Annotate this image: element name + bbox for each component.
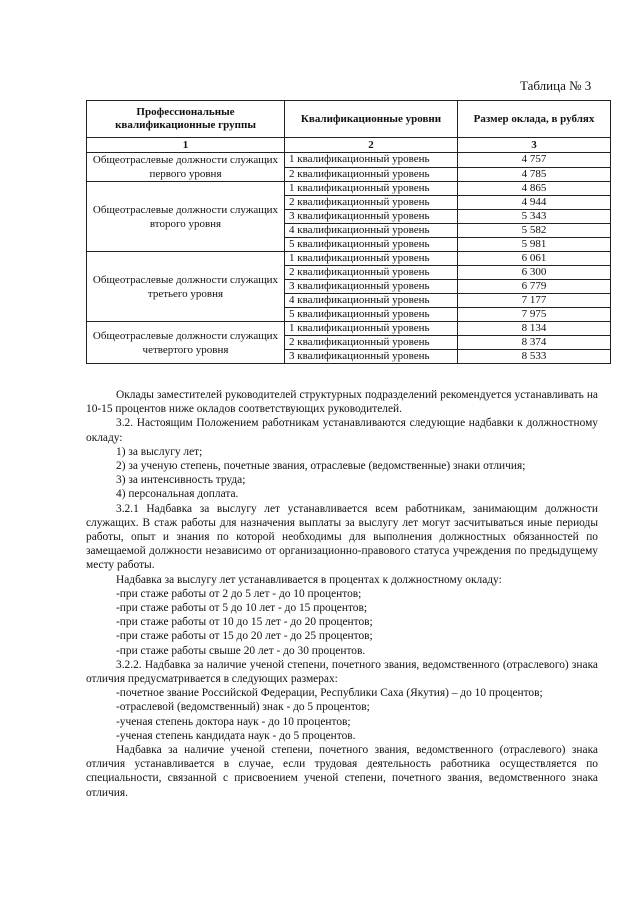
header-levels: Квалификационные уровни <box>285 101 458 138</box>
paragraph: 3.2.2. Надбавка за наличие ученой степени, почетного звания, ведомственного (отраслевого) знака отличия предусматривается в следующих размерах: <box>86 658 598 686</box>
salary-amount: 5 582 <box>458 224 611 238</box>
paragraph: 1) за выслугу лет; <box>116 445 203 458</box>
salary-amount: 7 975 <box>458 308 611 322</box>
qualification-group-name: Общеотраслевые должности служащих второго уровня <box>87 182 285 252</box>
salary-amount: 6 779 <box>458 280 611 294</box>
paragraph: Надбавка за наличие ученой степени, почетного звания, ведомственного (отраслевого) знака отличия устанавливается в случае, если трудовая деятельность работника осуществляется по специальности, связанной с присвоением ученой степени, почетного звания, ведомственного знака отличия. <box>86 744 598 799</box>
column-number: 3 <box>458 138 611 153</box>
salary-amount: 4 757 <box>458 153 611 168</box>
qualification-level: 5 квалификационный уровень <box>285 308 458 322</box>
qualification-level: 3 квалификационный уровень <box>285 350 458 364</box>
table-row <box>87 252 611 266</box>
qualification-group-name: Общеотраслевые должности служащих первого уровня <box>87 153 285 182</box>
salary-amount: 4 944 <box>458 196 611 210</box>
qualification-level: 2 квалификационный уровень <box>285 336 458 350</box>
qualification-level: 2 квалификационный уровень <box>285 266 458 280</box>
paragraph: -при стаже работы от 15 до 20 лет - до 25 процентов; <box>116 630 373 643</box>
salary-amount: 6 061 <box>458 252 611 266</box>
table-row <box>87 182 611 196</box>
salary-amount: 5 981 <box>458 238 611 252</box>
paragraph: 3) за интенсивность труда; <box>116 474 246 487</box>
paragraph: 3.2.1 Надбавка за выслугу лет устанавливается всем работникам, занимающим должности служащих. В стаж работы для назначения выплаты за выслугу лет могут засчитываться иные периоды работы, опыт и знания по которой необходимы для выполнения должностных обязанностей по замещаемой должности независимо от организационно-правового статуса учреждения по предыдущему месту работы. <box>86 502 598 572</box>
qualification-group-name: Общеотраслевые должности служащих четвертого уровня <box>87 322 285 364</box>
paragraph: -ученая степень доктора наук - до 10 процентов; <box>116 715 351 728</box>
salary-amount: 7 177 <box>458 294 611 308</box>
paragraph: 3.2. Настоящим Положением работникам устанавливаются следующие надбавки к должностному окладу: <box>86 417 598 444</box>
paragraph: 2) за ученую степень, почетные звания, отраслевые (ведомственные) знаки отличия; <box>116 460 526 473</box>
salary-amount: 4 865 <box>458 182 611 196</box>
paragraph: -при стаже работы от 10 до 15 лет - до 20 процентов; <box>116 616 373 629</box>
qualification-group-name: Общеотраслевые должности служащих третьего уровня <box>87 252 285 322</box>
paragraph: Оклады заместителей руководителей структурных подразделений рекомендуется устанавливать на 10-15 процентов ниже окладов соответствующих руководителей. <box>86 389 598 416</box>
qualification-level: 4 квалификационный уровень <box>285 224 458 238</box>
paragraph: -при стаже работы от 5 до 10 лет - до 15 процентов; <box>116 602 368 615</box>
salary-amount: 6 300 <box>458 266 611 280</box>
column-number: 2 <box>285 138 458 153</box>
table-row <box>87 153 611 168</box>
paragraph: -при стаже работы от 2 до 5 лет - до 10 процентов; <box>116 587 362 600</box>
table-row <box>87 322 611 336</box>
salary-amount: 4 785 <box>458 167 611 182</box>
paragraph: -отраслевой (ведомственный) знак - до 5 процентов; <box>116 701 370 714</box>
qualification-level: 4 квалификационный уровень <box>285 294 458 308</box>
salary-amount: 8 374 <box>458 336 611 350</box>
column-number-row <box>87 138 611 153</box>
body-text <box>86 388 598 800</box>
column-number: 1 <box>87 138 285 153</box>
salary-amount: 5 343 <box>458 210 611 224</box>
qualification-level: 2 квалификационный уровень <box>285 167 458 182</box>
salary-table <box>86 100 611 364</box>
table-body <box>87 153 611 364</box>
paragraph: -при стаже работы свыше 20 лет - до 30 процентов. <box>116 644 366 657</box>
qualification-level: 1 квалификационный уровень <box>285 252 458 266</box>
qualification-level: 5 квалификационный уровень <box>285 238 458 252</box>
paragraph: -почетное звание Российской Федерации, Республики Саха (Якутия) – до 10 процентов; <box>116 687 543 700</box>
qualification-level: 3 квалификационный уровень <box>285 280 458 294</box>
salary-amount: 8 134 <box>458 322 611 336</box>
table-header-row <box>87 101 611 138</box>
table-caption: Таблица № 3 <box>520 78 592 93</box>
qualification-level: 3 квалификационный уровень <box>285 210 458 224</box>
header-salary: Размер оклада, в рублях <box>458 101 611 138</box>
salary-amount: 8 533 <box>458 350 611 364</box>
qualification-level: 1 квалификационный уровень <box>285 153 458 168</box>
qualification-level: 1 квалификационный уровень <box>285 322 458 336</box>
qualification-level: 1 квалификационный уровень <box>285 182 458 196</box>
paragraph: 4) персональная доплата. <box>116 488 239 501</box>
qualification-level: 2 квалификационный уровень <box>285 196 458 210</box>
paragraph: Надбавка за выслугу лет устанавливается в процентах к должностному окладу: <box>116 573 502 586</box>
header-groups: Профессиональные квалификационные группы <box>87 101 285 138</box>
paragraph: -ученая степень кандидата наук - до 5 процентов. <box>116 729 356 742</box>
